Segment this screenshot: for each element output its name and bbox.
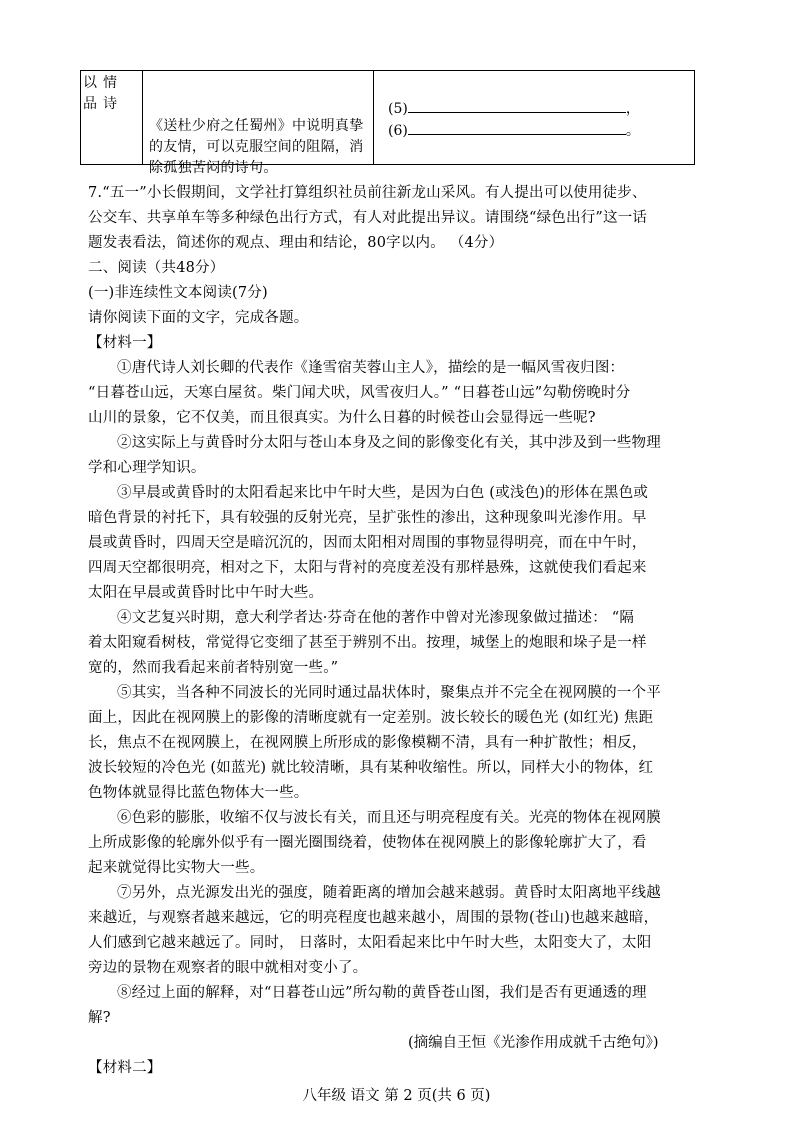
answer-blank-6[interactable] bbox=[408, 120, 626, 135]
para-3-line-1: ③早晨或黄昏时的太阳看起来比中午时大些，是因为白色 (或浅色)的形体在黑色或 bbox=[117, 485, 649, 501]
para-7-line-3: 人们感到它越来越远了。同时， 日落时，太阳看起来比中午时大些，太阳变大了，太阳 bbox=[88, 935, 652, 951]
para-3-line-4: 四周天空都很明亮，相对之下，太阳与背衬的亮度差没有那样悬殊，这就使我们看起来 bbox=[88, 560, 647, 576]
section-heading: 二、阅读（共48分） bbox=[88, 260, 225, 276]
para-7-line-4: 旁边的景物在观察者的眼中就相对变小了。 bbox=[88, 960, 368, 976]
question-7-line-3: 题发表看法，简述你的观点、理由和结论，80字以内。 （4分） bbox=[88, 235, 504, 251]
para-5-line-1: ⑤其实，当各种不同波长的光同时通过晶状体时，聚集点并不完全在视网膜的一个平 bbox=[117, 685, 661, 701]
para-4-line-2: 着太阳窥看树枝，常觉得它变细了甚至于辨别不出。按理，城堡上的炮眼和垛子是一样 bbox=[88, 635, 647, 651]
para-5-line-5: 色物体就显得比蓝色物体大一些。 bbox=[88, 785, 309, 801]
table-prompt-cell bbox=[143, 71, 374, 176]
material-1-label: 【材料一】 bbox=[88, 335, 162, 351]
para-3-line-3: 晨或黄昏时，四周天空是暗沉沉的，因而太阳相对周围的事物显得明亮，而在中午时， bbox=[88, 535, 647, 551]
para-1-line-1: ①唐代诗人刘长卿的代表作《逢雪宿芙蓉山主人》，描绘的是一幅风雪夜归图： bbox=[117, 360, 625, 376]
para-6-line-1: ⑥色彩的膨胀，收缩不仅与波长有关，而且还与明亮程度有关。光亮的物体在视网膜 bbox=[117, 810, 661, 826]
answer-line-5: (5) ， bbox=[388, 98, 694, 120]
para-7-line-1: ⑦另外，点光源发出光的强度，随着距离的增加会越来越弱。黄昏时太阳离地平线越 bbox=[117, 885, 661, 901]
table-category-cell bbox=[81, 71, 143, 165]
para-1-line-2: “日暮苍山远，天寒白屋贫。柴门闻犬吠，风雪夜归人。” “日暮苍山远”勾勒傍晚时分 bbox=[88, 385, 631, 401]
para-6-line-3: 起来就觉得比实物大一些。 bbox=[88, 860, 265, 876]
para-8-line-1: ⑧经过上面的解释，对“日暮苍山远”所勾勒的黄昏苍山图，我们是否有更通透的理 bbox=[117, 985, 647, 1001]
answer-line-6: (6) 。 bbox=[388, 120, 694, 142]
question-7-line-2: 公交车、共享单车等多种绿色出行方式，有人对此提出异议。请围绕“绿色出行”这一话 bbox=[88, 210, 648, 226]
para-7-line-2: 来越近，与观察者越来越远，它的明亮程度也越来越小，周围的景物(苍山)也越来越暗， bbox=[88, 910, 659, 926]
table-category: 以情品诗 bbox=[83, 75, 123, 112]
question-7-line-1: 7.“五一”小长假期间，文学社打算组织社员前往新龙山采风。有人提出可以使用徒步、 bbox=[88, 185, 647, 201]
instruction: 请你阅读下面的文字，完成各题。 bbox=[88, 310, 309, 326]
para-3-line-2: 暗色背景的衬托下，具有较强的反射光亮，呈扩张性的渗出，这种现象叫光渗作用。早 bbox=[88, 510, 647, 526]
para-5-line-3: 长，焦点不在视网膜上，在视网膜上所形成的影像模糊不清，具有一种扩散性；相反， bbox=[88, 735, 647, 751]
table-prompt: 《送杜少府之任蜀州》中说明真挚的友情，可以克服空间的阻隔，消除孤独苦闷的诗句。 bbox=[149, 118, 364, 176]
para-2-line-2: 学和心理学知识。 bbox=[88, 460, 206, 476]
answer-blank-5[interactable] bbox=[408, 98, 626, 113]
para-1-line-3: 山川的景象，它不仅美，而且很真实。为什么日暮的时候苍山会显得远一些呢? bbox=[88, 410, 596, 426]
para-4-line-3: 宽的，然而我看起来前者特别宽一些。” bbox=[88, 660, 339, 676]
source-citation: (摘编自王恒《光渗作用成就千古绝句》) bbox=[408, 1035, 659, 1051]
subsection-heading: (一)非连续性文本阅读(7分) bbox=[88, 285, 268, 301]
para-6-line-2: 上所成影像的轮廓外似乎有一圈光圈围绕着，使物体在视网膜上的影像轮廓扩大了，看 bbox=[88, 835, 647, 851]
table-answer-cell bbox=[374, 71, 695, 165]
question-table bbox=[80, 70, 695, 176]
para-2-line-1: ②这实际上与黄昏时分太阳与苍山本身及之间的影像变化有关，其中涉及到一些物理 bbox=[117, 435, 661, 451]
page-footer: 八年级 语文 第 2 页(共 6 页) bbox=[302, 1088, 491, 1104]
para-3-line-5: 太阳在早晨或黄昏时比中午时大些。 bbox=[88, 585, 324, 601]
para-4-line-1: ④文艺复兴时期，意大利学者达·芬奇在他的著作中曾对光渗现象做过描述： “隔 bbox=[117, 610, 635, 626]
para-5-line-4: 波长较短的冷色光 (如蓝光) 就比较清晰，具有某种收缩性。所以，同样大小的物体，红 bbox=[88, 760, 654, 776]
para-8-line-2: 解? bbox=[88, 1010, 111, 1026]
material-2-label: 【材料二】 bbox=[88, 1060, 162, 1076]
para-5-line-2: 面上，因此在视网膜上的影像的清晰度就有一定差别。波长较长的暖色光 (如红光) 焦距 bbox=[88, 710, 654, 726]
